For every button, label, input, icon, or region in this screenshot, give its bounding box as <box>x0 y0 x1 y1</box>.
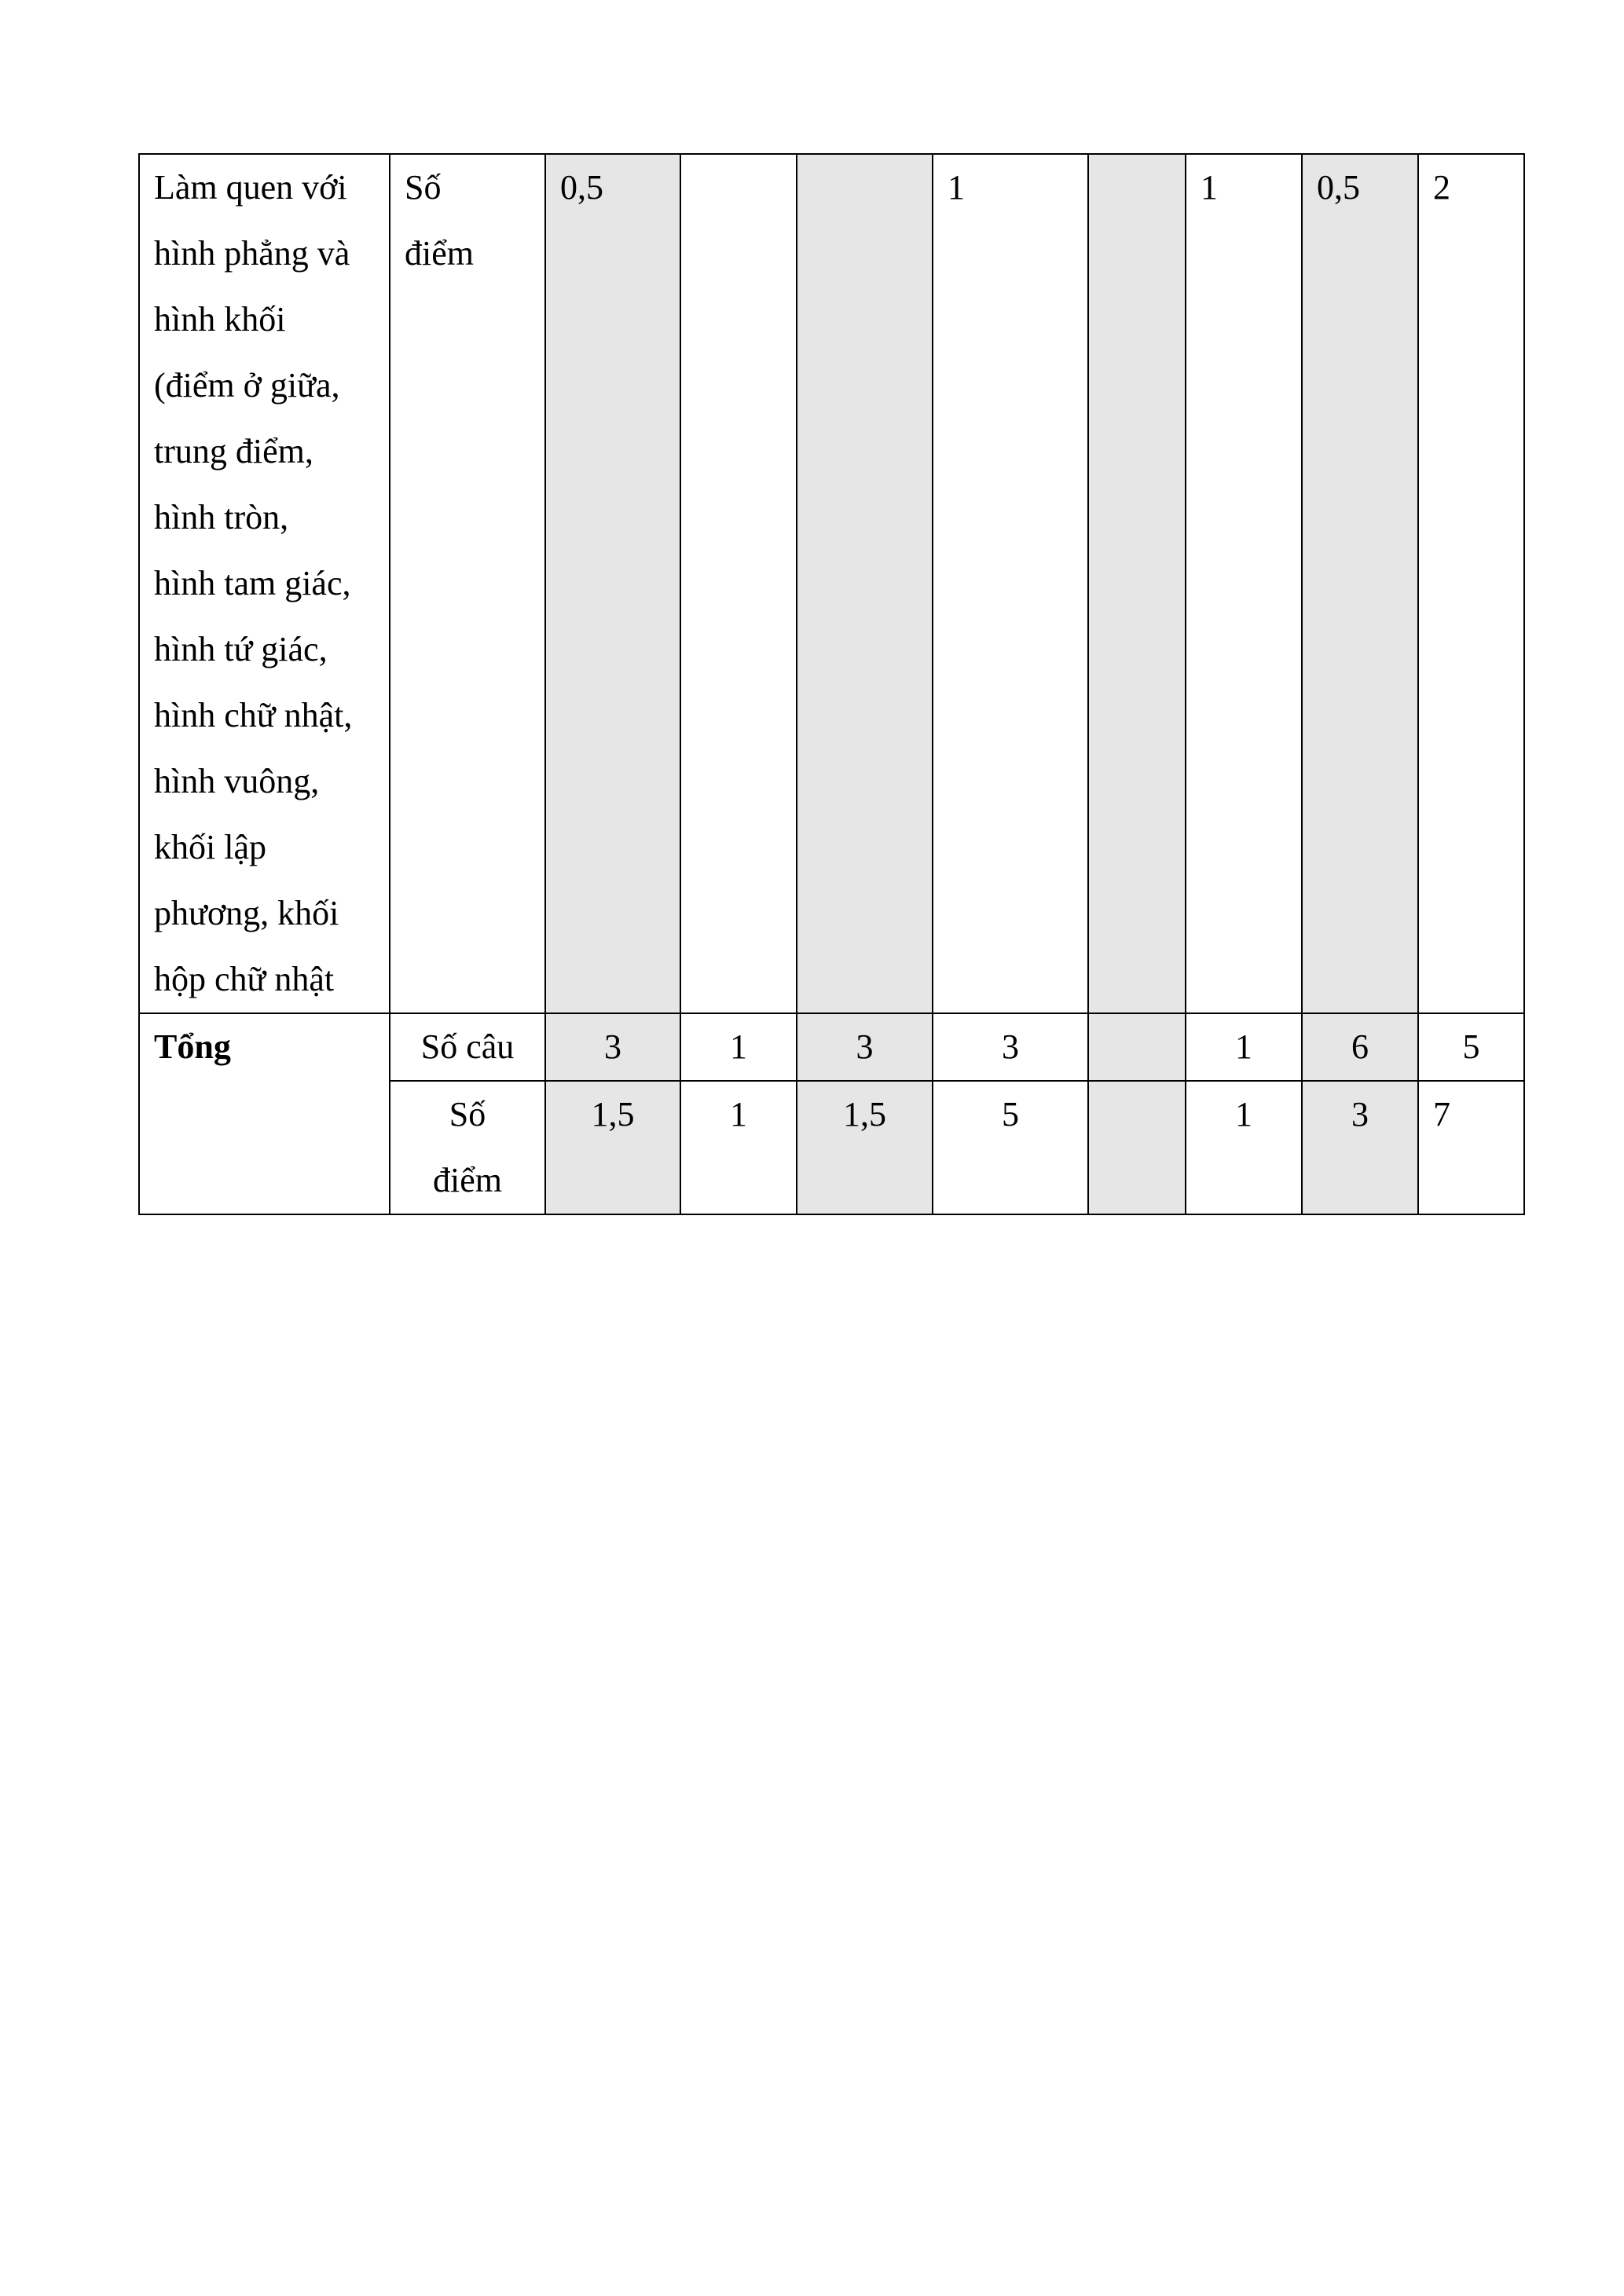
topic-line: (điểm ở giữa, <box>154 366 340 405</box>
value-cell <box>1088 1081 1186 1214</box>
topic-line: hình chữ nhật, <box>154 696 353 734</box>
value-cell: 6 <box>1302 1013 1418 1081</box>
topic-line: hình tứ giác, <box>154 630 328 668</box>
assessment-matrix-table <box>138 153 1525 1215</box>
value-cell: 1 <box>1186 1013 1302 1081</box>
value-cell: 7 <box>1418 1081 1524 1214</box>
metric-line: Số <box>449 1095 486 1133</box>
value-cell: 5 <box>1418 1013 1524 1081</box>
value-cell: 1,5 <box>545 1081 680 1214</box>
metric-line: điểm <box>433 1161 502 1199</box>
value-cell: 1 <box>680 1013 797 1081</box>
topic-line: khối lập <box>154 828 266 866</box>
value-cell: 1 <box>1186 154 1302 1013</box>
value-cell: 1,5 <box>797 1081 933 1214</box>
value-cell: 5 <box>933 1081 1088 1214</box>
value-cell: 3 <box>545 1013 680 1081</box>
metric-line: điểm <box>405 234 474 273</box>
value-cell <box>1088 1013 1186 1081</box>
value-cell: 3 <box>797 1013 933 1081</box>
metric-line: Số <box>405 168 442 207</box>
value-cell: 1 <box>1186 1081 1302 1214</box>
table-row-topic <box>139 154 1524 1013</box>
topic-line: hình vuông, <box>154 762 320 800</box>
topic-line: trung điểm, <box>154 432 313 471</box>
table-row-total-questions <box>139 1013 1524 1081</box>
topic-cell <box>139 154 390 1013</box>
topic-line: phương, khối <box>154 894 339 932</box>
value-cell: 3 <box>933 1013 1088 1081</box>
topic-line: hộp chữ nhật <box>154 960 335 998</box>
metric-cell <box>390 1081 545 1214</box>
total-label: Tổng <box>139 1013 390 1214</box>
metric-cell <box>390 154 545 1013</box>
topic-line: hình tròn, <box>154 498 289 536</box>
value-cell: 1 <box>933 154 1088 1013</box>
metric-cell: Số câu <box>390 1013 545 1081</box>
topic-line: Làm quen với <box>154 168 347 207</box>
value-cell: 3 <box>1302 1081 1418 1214</box>
topic-line: hình khối <box>154 300 286 339</box>
topic-line: hình phẳng và <box>154 234 350 273</box>
value-cell <box>797 154 933 1013</box>
value-cell: 1 <box>680 1081 797 1214</box>
value-cell: 0,5 <box>545 154 680 1013</box>
value-cell: 0,5 <box>1302 154 1418 1013</box>
value-cell <box>680 154 797 1013</box>
value-cell <box>1088 154 1186 1013</box>
topic-line: hình tam giác, <box>154 564 351 602</box>
value-cell: 2 <box>1418 154 1524 1013</box>
